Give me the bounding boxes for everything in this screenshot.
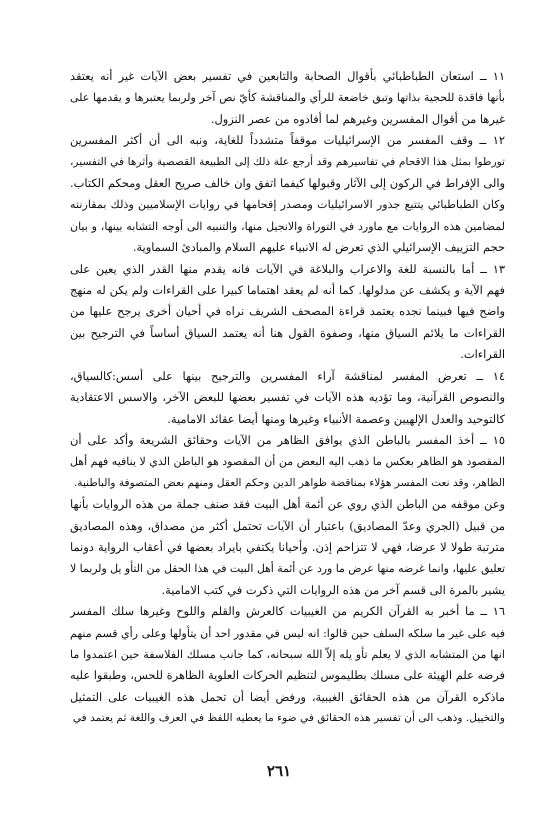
text-line: ١٦ ــ ما أخبر به القرآن الكريم من الغيبيات كالعرش والقلم واللوح وغيرها سلك المفسر bbox=[70, 604, 505, 619]
text-line: كالتوحيد والعدل الإلهيين وعصمة الأنبياء وغيرها ومنها أيضا عقائد الامامية. bbox=[167, 411, 505, 426]
paragraph bbox=[70, 259, 505, 366]
text-line: ١٤ ــ تعرض المفسر لمناقشة آراء المفسرين والترجيح بينها على أسس:كالسياق، bbox=[70, 368, 505, 383]
text-line: بأنها فاقدة للحجية بذاتها وتبق خاضعة للرأي والمناقشة كأيّ نص آخر ولربما يعتبرها و يقدمها على bbox=[70, 91, 505, 105]
text-line: تعليق عليها، وانما غرضه منها عرض ما ورد عن أئمة أهل البيت في هذا الحقل من التأو يل ولربما لا bbox=[70, 562, 505, 576]
text-line: المقصود هو الظاهر بعكس ما ذهب اليه البعض من أن المقصود هو الباطن الذي لا ينافيه فهم أهل bbox=[70, 455, 505, 469]
paragraph bbox=[70, 66, 505, 130]
text-line: ماذكره القرآن من هذه الحقائق الغيبية، ورفض أيضا أن تحمل هذه الغيبيات على التمثيل bbox=[70, 689, 505, 704]
text-line: حجم التزييف الإسرائيلي الذي تعرض له الانبياء عليهم السلام والمبادئ السماوية. bbox=[132, 240, 505, 255]
paragraph bbox=[70, 494, 505, 601]
text-line: والنصوص القرآنية، وما تؤديه هذه الآيات في تفسير بعضها للبعض الآخر، والاسس الاعتقادية bbox=[70, 390, 505, 405]
text-line: ١٢ ــ وقف المفسر من الإسرائيليات موقفاً متشدداً للغاية، ونبه الى أن أكثر المفسرين bbox=[70, 133, 505, 148]
paragraph bbox=[70, 601, 505, 729]
paragraph bbox=[70, 130, 505, 258]
text-line: واضح فيها فبينما نجده يعتمد قراءة المصحف الشريف نراه في أحيان أخرى يرجح عليها من bbox=[70, 304, 505, 319]
text-line: القراءات. bbox=[460, 347, 505, 362]
text-line: وكان الطباطبائي يتتبع جذور الاسرائيليات ومصدر إقحامها في روايات الإسلاميين وذلك بمقارنته bbox=[70, 198, 505, 212]
text-line: والتخييل. وذهب الى أن تفسير هذه الحقائق في ضوء ما يعطيه اللفظ في العرف واللغة ثم يعتمد في bbox=[72, 712, 505, 725]
text-line: ١٣ ــ أما بالنسبة للغة والاعراب والبلاغة في الآيات فانه يقدم منها القدر الذي يعين على bbox=[70, 261, 505, 276]
text-line: تورطوا بمثل هذا الاقحام في تفاسيرهم وقد أرجع علة ذلك إلى الطبيعة القصصية وأثرها في التفسير، bbox=[70, 155, 505, 168]
paragraph bbox=[70, 430, 505, 494]
text-line: والى الإفراط في الركون إلى الآثار وقبولها كيفما اتفق وان خالف صريح العقل ومحكم الكتاب. bbox=[70, 176, 505, 191]
text-line: لمضامين هذه الروايات مع ماورد في التوراة والانجيل منها، والتنبيه الى أوجه التشابه بينها، و بيان bbox=[70, 219, 505, 233]
paragraph bbox=[70, 366, 505, 430]
text-line: فهم الآية و يكشف عن مدلولها. كما أنه لم يعقد اهتماما كبيرا على القراءات ولم يكن له منهج bbox=[70, 283, 505, 298]
text-line: انها من المتشابه الذي لا يعلم تأو يله إلاّ الله سبحانه، كما جانب مسلك الفلاسفة حين اعتمدوا ما bbox=[70, 647, 505, 661]
text-line: مترتبة طولا لا عرضا، فهي لا تتزاحم إذن. وأحيانا يكتفي بايراد بعضها في أعقاب الرواية دونما bbox=[70, 539, 505, 554]
text-line: ١١ ــ استعان الطباطبائي بأقوال الصحابة والتابعين في تفسير بعض الآيات غير أنه يعتقد bbox=[70, 69, 505, 83]
page-number: ٢٦١ bbox=[266, 762, 292, 780]
text-line: القراءات ما يلائم السياق منها، وصفوة القول هنا أنه يعتمد السياق أساساً في الترجيح بين bbox=[70, 325, 505, 340]
text-line: فيه على غير ما سلكه السلف حين قالوا: انه ليس في مقدور احد أن يتأولها وعلى رأي قسم منهم bbox=[70, 626, 505, 640]
text-line: وعن موقفه من الباطن الذي روي عن أئمة أهل البيت فقد صنف جملة من هذه الروايات بأنها bbox=[70, 497, 505, 512]
text-line: ١٥ ــ أخذ المفسر بالباطن الذي يوافق الظاهر من الآيات وحقائق الشريعة وأكد على أن bbox=[70, 432, 505, 447]
page-body bbox=[70, 66, 505, 730]
text-line: الظاهر، وقد نعت المفسر هؤلاء بمناقضة ظواهر الدين وحكم العقل ومنهم بعض المتصوفة والباطنية. bbox=[73, 476, 505, 489]
text-line: غيرها من أقوال المفسرين وغيرهم لما أفادوه من عصر النزول. bbox=[210, 111, 505, 126]
text-line: يشير بالمرة الى قسم آخر من هذه الروايات التي ذكرت في كتب الامامية. bbox=[161, 582, 505, 597]
text-line: فرضه علم الهيئة على مسلك بطليموس لتنظيم الحركات العلوية الظاهرة للحس، وطبقوا عليه bbox=[70, 668, 505, 683]
text-line: من قبيل (الجري وعدّ المصاديق) باعتبار أن الآيات تحتمل أكثر من مصداق، وهذه المصاديق bbox=[70, 518, 505, 533]
